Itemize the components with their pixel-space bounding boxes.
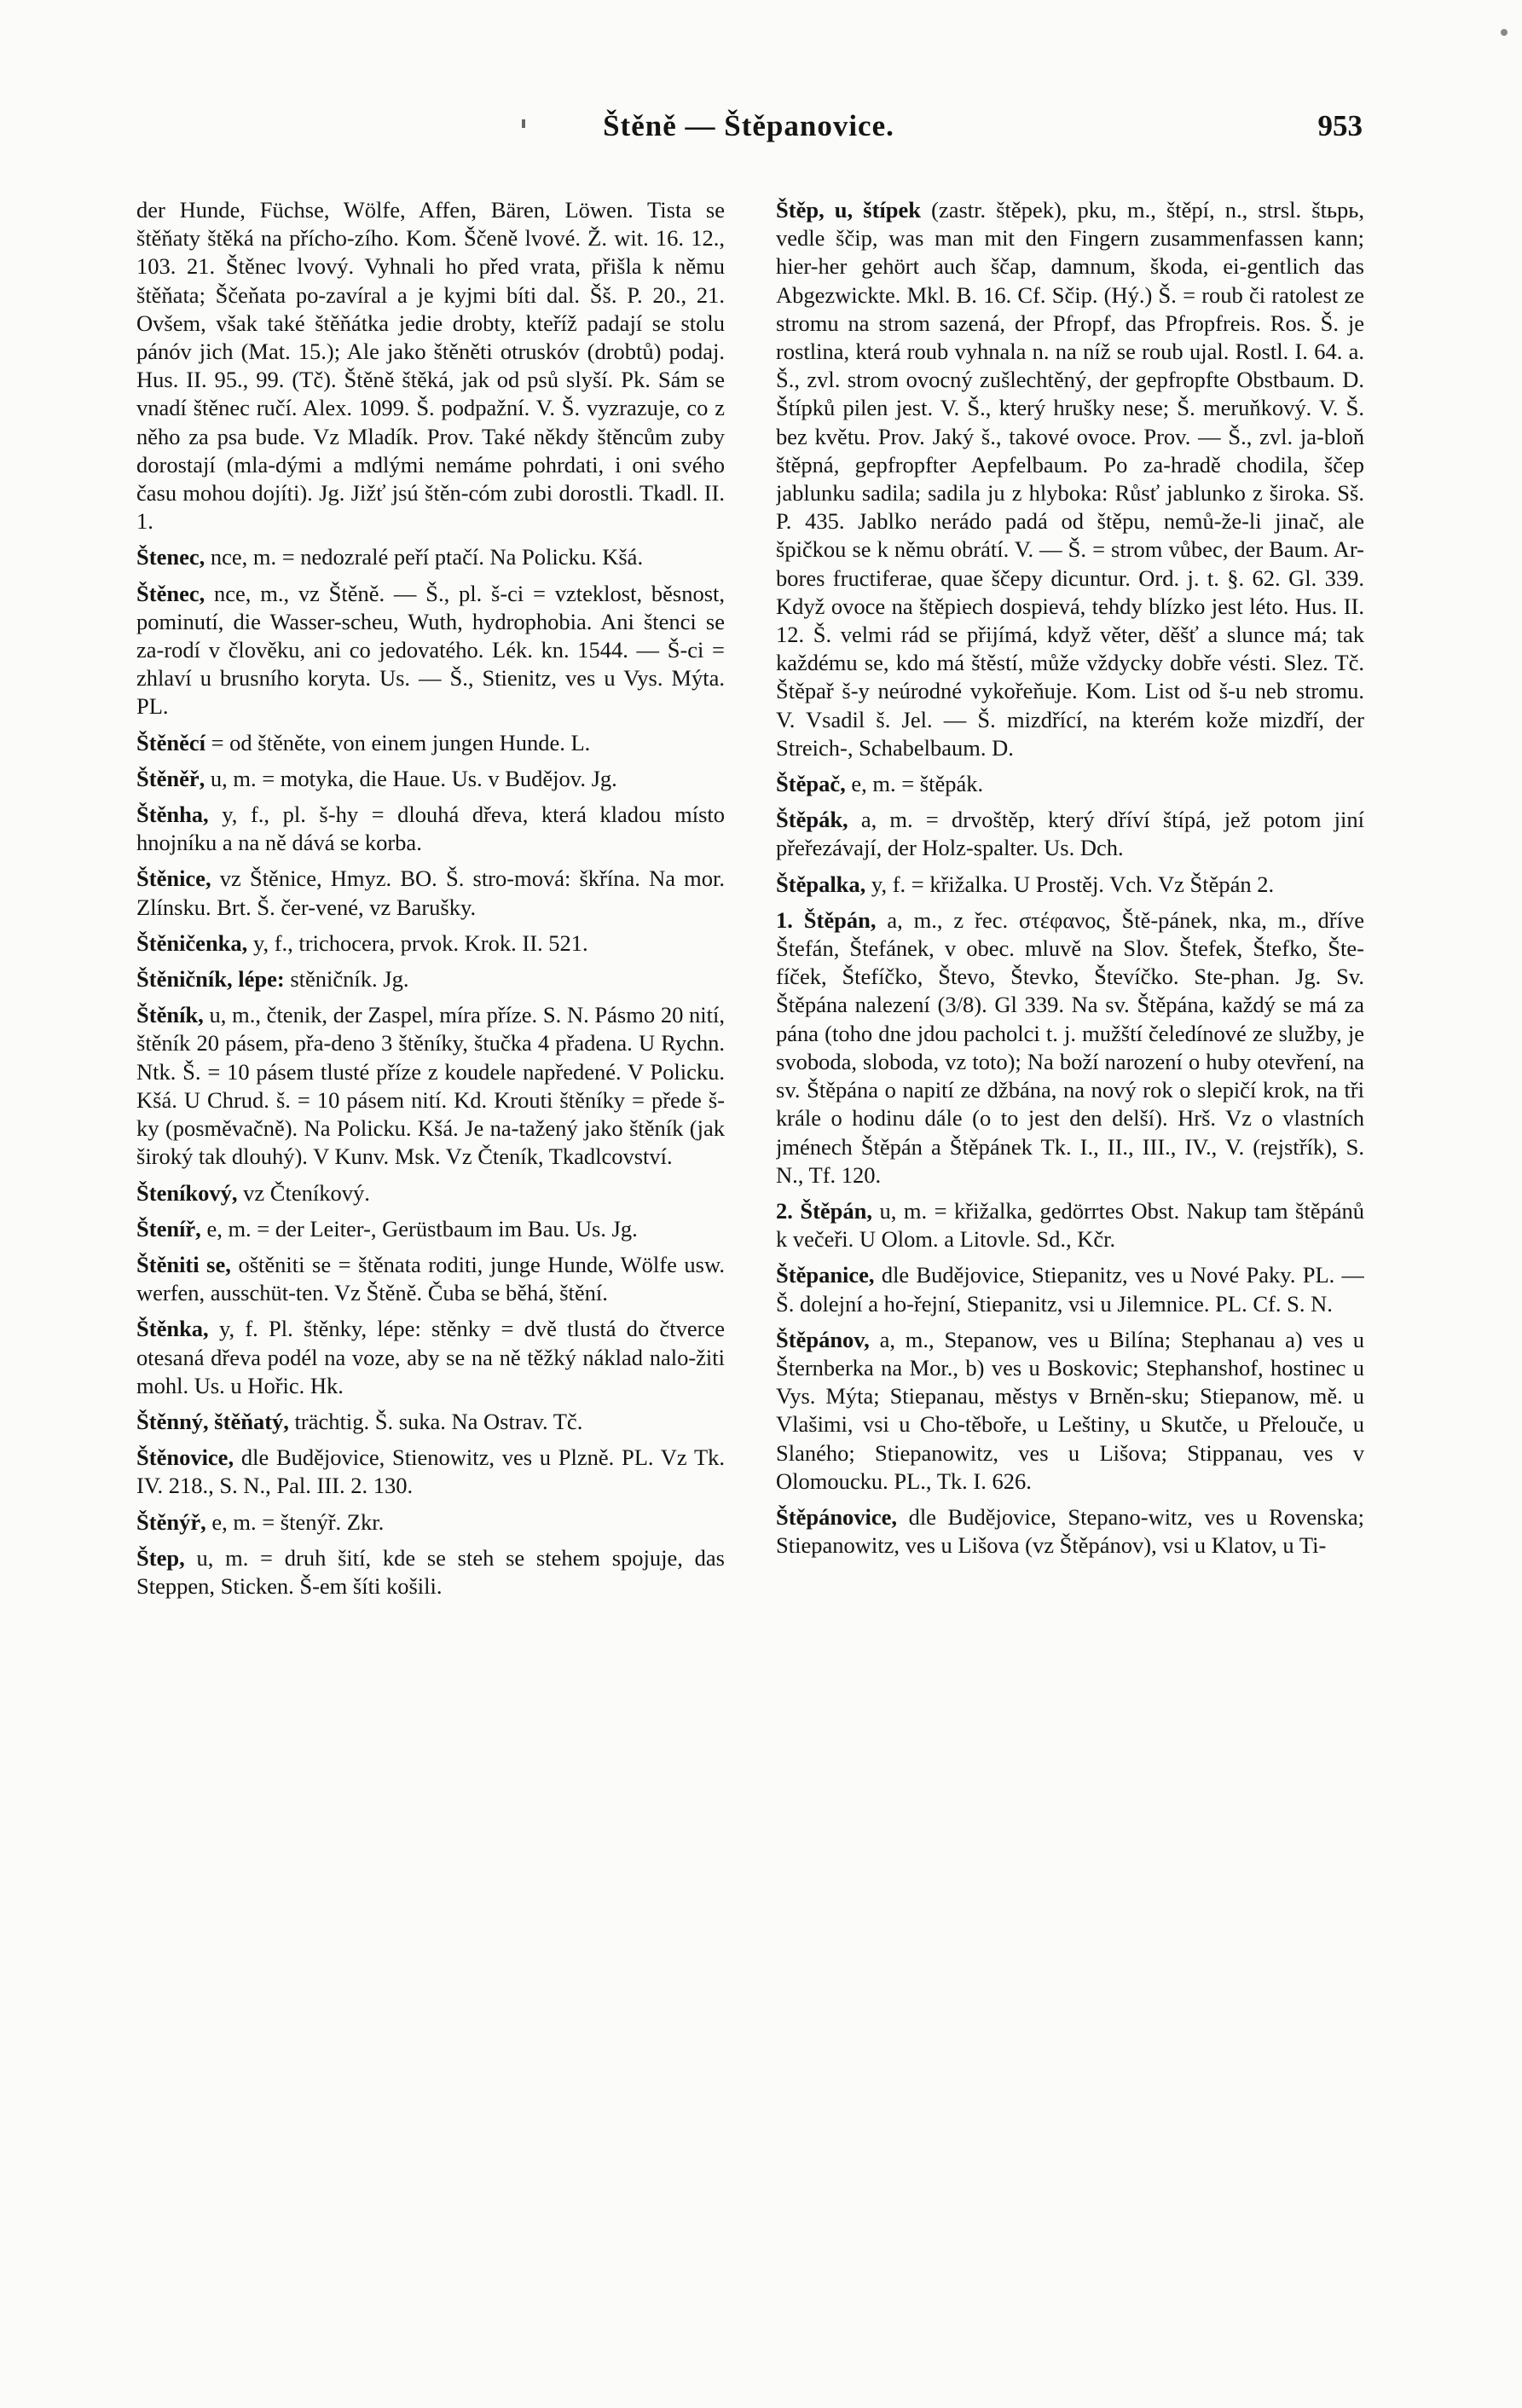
entry-definition: = od štěněte, von einem jungen Hunde. L. [211, 729, 591, 755]
entry-headword: Štěpák, [776, 807, 848, 833]
entry-definition: dle Budějovice, Stepano-witz, ves u Rovenska; Stiepanowitz, ves u Lišova (vz Štěpánov), vsi u Klatov, u Ti- [776, 1503, 1364, 1559]
entry-headword: Štěničenka, [136, 929, 248, 956]
entry-headword: Štěník, [136, 1002, 204, 1028]
dictionary-entry [136, 865, 725, 921]
dictionary-entry [136, 1508, 725, 1537]
dictionary-entry [136, 765, 725, 793]
dictionary-entry [136, 196, 725, 535]
dictionary-entry [776, 806, 1364, 862]
scan-speck [1501, 29, 1508, 36]
dictionary-entry [136, 1544, 725, 1601]
dictionary-entry [136, 801, 725, 857]
entry-headword: Štěničník, lépe: [136, 966, 285, 993]
entry-definition: dle Budějovice, Stienowitz, ves u Plzně. PL. Vz Tk. IV. 218., S. N., Pal. III. 2. 130. [136, 1444, 725, 1499]
entry-definition: (zastr. štěpek), pku, m., štěpí, n., strsl. štьрь, vedle ščip, was man mit den Fingern zusammenfassen kann; hier-her gehört auch ščap, damnum, škoda, ei-gentlich das Abgezwickte. Mkl. B. 16. Cf. Sčip. (Hý.) Š. = roub či ratolest ze stromu na strom sazená, der Pfropf, das Pfropfreis. Ros. Š. je rostlina, která roub vyhnala n. na níž se roub ujal. Rostl. I. 64. a. Š., zvl. strom ovocný zušlechtěný, der gepfropfte Obstbaum. D. Štípků pilen jest. V. Š., který hrušky nese; Š. meruňkový. V. Š. bez květu. Prov. Jaký š., takové ovoce. Prov. — Š., zvl. ja-bloň štěpná, gepfropfter Aepfelbaum. Po za-hradě chodila, ščep jablunku sadila; sadila ju z hlyboka: Růsť jablunko z široka. Sš. P. 435. Jablko nerádo padá od štěpu, nemů-že-li jinač, ale špičkou se k němu obrátí. V. — Š. = strom vůbec, der Baum. Ar-bores fructiferae, quae ščepy dicuntur. Ord. j. t. §. 62. Gl. 339. Když ovoce na štěpiech dospievá, tehdy blízko jest léto. Hus. II. 12. Š. velmi rád se přijímá, když věter, děšť a slunce má; tak každému se, kdo má štěstí, může vždycky dobře vésti. Slez. Tč. Štěpař š-y neúrodné vykořeňuje. Kom. List od š-u neb stromu. V. Vsadil š. Jel. — Š. mizdřící, na kterém kože mizdří, der Streich-, Schabelbaum. D. [776, 197, 1364, 761]
entry-definition: e, m. = štěpák. [851, 771, 984, 797]
entry-definition: u, m. = křižalka, gedörrtes Obst. Nakup tam štěpánů k večeři. U Olom. a Litovle. Sd., Kčr. [776, 1197, 1364, 1253]
entry-headword: Štěpanice, [776, 1262, 875, 1288]
dictionary-entry [136, 929, 725, 958]
dictionary-entry [136, 1315, 725, 1400]
entry-headword: Štep, [136, 1544, 185, 1571]
entry-definition: u, m., čtenik, der Zaspel, míra příze. S. N. Pásmo 20 nití, štěník 20 pásem, přa-deno 3 štěníky, štučka 4 přadena. U Rychn. Ntk. Š. = 10 pásem tlusté příze z koudele napředené. V Policku. Kšá. U Chrud. š. = 10 pásem nití. Kd. Krouti štěníky = přede š-ky (posměvačně). Na Policku. Kšá. Je na-tažený jako štěník (jak široký tak dlouhý). V Kunv. Msk. Vz Čteník, Tkadlcovství. [136, 1002, 725, 1170]
dictionary-entry [136, 1215, 725, 1243]
page-header [135, 109, 1363, 152]
entry-definition: y, f. = křižalka. U Prostěj. Vch. Vz Štěpán 2. [871, 871, 1275, 897]
entry-definition: e, m. = der Leiter-, Gerüstbaum im Bau. Us. Jg. [206, 1215, 638, 1242]
dictionary-entry [136, 1001, 725, 1171]
entry-headword: Štěpač, [776, 771, 846, 797]
entry-headword: Štěnec, [136, 580, 205, 606]
entry-headword: 2. Štěpán, [776, 1197, 873, 1224]
dictionary-entry [136, 543, 725, 571]
entry-definition: y, f., trichocera, prvok. Krok. II. 521. [252, 929, 588, 956]
right-column [776, 196, 1364, 2311]
dictionary-entry [776, 196, 1364, 762]
entry-definition: u, m. = motyka, die Haue. Us. v Budějov. Jg. [210, 765, 617, 791]
entry-headword: Štenec, [136, 544, 205, 570]
entry-definition: nce, m. = nedozralé peří ptačí. Na Policku. Kšá. [210, 544, 644, 570]
entry-headword: Štěnný, štěňatý, [136, 1408, 289, 1434]
entry-definition: stěničník. Jg. [290, 966, 409, 993]
entry-definition: der Hunde, Füchse, Wölfe, Affen, Bären, Löwen. Tista se štěňaty štěká na přícho-zího. Kom. Ščeně lvové. Ž. wit. 16. 12., 103. 21. Štěnec lvový. Vyhnali ho před vrata, přišla k němu štěňata; Ščeňata po-zavíral a je kyjmi bíti dal. Šš. P. 20., 21. Ovšem, však také štěňátka jedie drobty, kteříž padají se stolu pánóv jich (Mat. 15.); Ale jako štěněti otruskóv (drobtů) podaj. Hus. II. 95., 99. (Tč). Štěně štěká, jak od psů slyší. Pk. Sám se vnadí štěnec ručí. Alex. 1099. Š. podpažní. V. Š. vyzrazuje, co z něho za psa bude. Vz Mladík. Prov. Také někdy štěncům zuby dorostají (mla-dými a mdlými nemáme pohrdati, i oni svého času mohou dojíti). Jg. Jižť jsú štěn-cóm zubi dorostli. Tkadl. II. 1. [136, 197, 725, 535]
page-number: 953 [1317, 109, 1363, 142]
entry-definition: y, f., pl. š-hy = dlouhá dřeva, která kladou místo hnojníku a na ně dává se korba. [136, 802, 725, 856]
dictionary-entry [136, 729, 725, 757]
entry-definition: dle Budějovice, Stiepanitz, ves u Nové Paky. PL. — Š. dolejní a ho-řejní, Stiepanitz, vsi u Jilemnice. PL. Cf. S. N. [776, 1262, 1364, 1317]
entry-headword: Štěnovice, [136, 1444, 234, 1471]
entry-headword: Štěněcí [136, 729, 205, 755]
entry-headword: Štěniti se, [136, 1251, 231, 1277]
entry-definition: e, m. = štenýř. Zkr. [211, 1508, 385, 1535]
entry-definition: vz Čteníkový. [243, 1179, 370, 1206]
entry-headword: Štěnha, [136, 802, 209, 828]
entry-headword: Štěpánovice, [776, 1503, 898, 1530]
dictionary-entry [136, 1251, 725, 1307]
entry-headword: Šteníř, [136, 1215, 201, 1242]
entry-headword: Štěněř, [136, 765, 205, 791]
dictionary-entry [776, 1261, 1364, 1317]
dictionary-entry [776, 1326, 1364, 1496]
entry-definition: nce, m., vz Štěně. — Š., pl. š-ci = vzteklost, běsnost, pominutí, die Wasser-scheu, Wuth, hydrophobia. Ani štenci se za-rodí v člověku, ani co jedovatého. Lék. kn. 1544. — Š-ci = zhlaví u brusního koryta. Us. — Š., Stienitz, ves u Vys. Mýta. PL. [136, 580, 725, 720]
entry-definition: a, m., Stepanow, ves u Bilína; Stephanau a) ves u Šternberka na Mor., b) ves u Boskovic; Stephanshof, hostinec u Vys. Mýta; Stiepanau, městys v Brněn-sku; Stiepanow, mě. u Vlašimi, vsi u Cho-těboře, u Leštiny, u Skutče, u Přelouče, u Slaného; Stiepanowitz, ves u Lišova; Stippanau, ves v Olomoucku. PL., Tk. I. 626. [776, 1326, 1364, 1494]
dictionary-entry [136, 965, 725, 993]
dictionary-entry [136, 1444, 725, 1500]
dictionary-entry [136, 1179, 725, 1207]
entry-definition: y, f. Pl. štěnky, lépe: stěnky = dvě tlustá do čtverce otesaná dřeva podél na voze, aby se na ně těžký náklad nalo-žiti mohl. Us. u Hořic. Hk. [136, 1316, 725, 1398]
entry-definition: a, m. = drvoštěp, který dříví štípá, jež potom jiní přeřezávají, der Holz-spalter. Us. Dch. [776, 807, 1364, 861]
entry-headword: Štěnice, [136, 865, 211, 892]
entry-definition: u, m. = druh šití, kde se steh se stehem spojuje, das Steppen, Sticken. Š-em šíti košili. [136, 1544, 725, 1599]
entry-headword: Štěnka, [136, 1316, 209, 1342]
running-title: Štěně — Štěpanovice. [603, 109, 894, 142]
entry-definition: trächtig. Š. suka. Na Ostrav. Tč. [294, 1408, 583, 1434]
dictionary-entry [136, 580, 725, 721]
entry-headword: 1. Štěpán, [776, 906, 877, 933]
left-column [136, 196, 725, 2311]
dictionary-entry [776, 871, 1364, 899]
entry-headword: Štěpánov, [776, 1326, 870, 1352]
entry-headword: Štěp, u, štípek [776, 197, 922, 223]
dictionary-entry [776, 1503, 1364, 1560]
entry-definition: oštěniti se = štěnata roditi, junge Hunde, Wölfe usw. werfen, ausschüt-ten. Vz Štěně. Čuba se běhá, štění. [136, 1251, 725, 1306]
dictionary-entry [776, 906, 1364, 1190]
dictionary-entry [776, 1197, 1364, 1253]
entry-definition: a, m., z řec. στέφανος, Ště-pánek, nka, m., dříve Štefán, Štefánek, v obec. mluvě na Slov. Štefek, Štefko, Šte-fíček, Štefíčko, Števo, Števko, Števíčko. Ste-phan. Jg. Sv. Štěpána nalezení (3/8). Gl 339. Na sv. Štěpána, každý se má za pána (toho dne jdou pacholci t. j. mužští čeledínové ze služby, je svoboda, sloboda, vz toto); Na boží narození o huby otevření, na sv. Štěpána o napití ze džbána, na nový rok o slepičí krok, na tři krále o hodinu dále (o to jest den delší). Hrš. Vz o vlastních jménech Štěpán a Štěpánek Tk. I., II., III., IV., V. (rejstřík), S. N., Tf. 120. [776, 906, 1364, 1188]
dictionary-entry [776, 770, 1364, 798]
entry-headword: Štěnýř, [136, 1508, 206, 1535]
dictionary-entry [136, 1408, 725, 1436]
entry-headword: Štěpalka, [776, 871, 866, 897]
entry-headword: Šteníkový, [136, 1179, 238, 1206]
entry-definition: vz Štěnice, Hmyz. BO. Š. stro-mová: škřína. Na mor. Zlínsku. Brt. Š. čer-vené, vz Barušky. [136, 865, 725, 920]
